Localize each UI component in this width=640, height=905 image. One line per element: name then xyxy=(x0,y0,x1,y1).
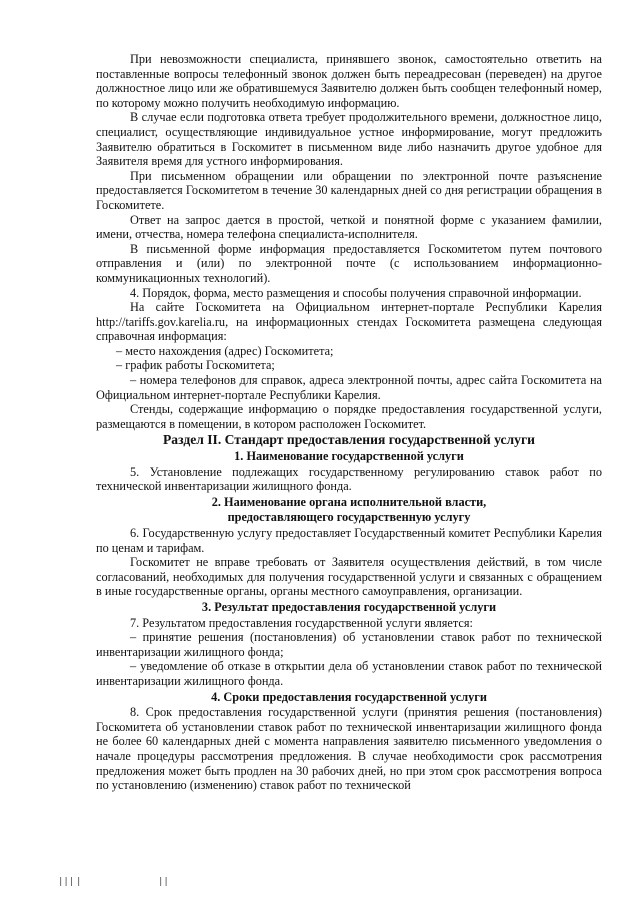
paragraph: Госкомитет не вправе требовать от Заявителя осуществления действий, в том числе согласований, необходимых для получения государственной услуги и связанных с обращением в иные государственные органы, органы местного самоуправления, организации. xyxy=(96,555,602,599)
paragraph: Ответ на запрос дается в простой, четкой и понятной форме с указанием фамилии, имени, отчества, номера телефона специалиста-исполнителя. xyxy=(96,212,602,242)
paragraph: При письменном обращении или обращении по электронной почте разъяснение предоставляется Госкомитетом в течение 30 календарных дней со дня регистрации обращения в Госкомитете. xyxy=(96,168,602,212)
list-item: – номера телефонов для справок, адреса электронной почты, адрес сайта Госкомитета на Официальном интернет-портале Республики Карелия. xyxy=(96,373,602,402)
paragraph: 7. Результатом предоставления государственной услуги является: xyxy=(130,615,473,630)
list-item: – уведомление об отказе в открытии дела об установлении ставок работ по технической инвентаризации жилищного фонда. xyxy=(96,659,602,688)
subsection-heading: 2. Наименование органа исполнительной власти, xyxy=(211,494,487,509)
subsection-heading: предоставляющего государственную услугу xyxy=(227,510,471,525)
list-item: – график работы Госкомитета; xyxy=(116,358,275,373)
subsection-heading: 1. Наименование государственной услуги xyxy=(234,449,464,464)
paragraph: На сайте Госкомитета на Официальном интернет-портале Республики Карелия http://tariffs.gov.karelia.ru, на информационных стендах Госкомитета размещена следующая справочная информация: xyxy=(96,300,602,344)
section-title: Раздел II. Стандарт предоставления государственной услуги xyxy=(163,432,535,448)
paragraph: В случае если подготовка ответа требует продолжительного времени, должностное лицо, специалист, осуществляющие индивидуальное устное информирование, могут предложить Заявителю обратиться в Госкомитет в письменном виде либо назначить другое удобное для Заявителя время для устного информирования. xyxy=(96,110,602,169)
scan-mark: ||| xyxy=(58,877,75,887)
list-item: – место нахождения (адрес) Госкомитета; xyxy=(116,343,334,358)
paragraph: 4. Порядок, форма, место размещения и способы получения справочной информации. xyxy=(130,285,582,300)
paragraph: Стенды, содержащие информацию о порядке предоставления государственной услуги, размещаются в помещении, в котором расположен Госкомитет. xyxy=(96,402,602,431)
subsection-heading: 4. Сроки предоставления государственной услуги xyxy=(211,689,487,704)
paragraph: 8. Срок предоставления государственной услуги (принятия решения (постановления) Госкомитета об установлении ставок работ по технической инвентаризации жилищного фонда не более 60 календарных дней с момента направления заявителю письменного уведомления о начале процедуры рассмотрения предложения. В случае необходимости срок рассмотрения предложения может быть продлен на 30 рабочих дней, но при этом срок рассмотрения вопроса по установлению (изменению) ставок работ по технической xyxy=(96,705,602,793)
paragraph: В письменной форме информация предоставляется Госкомитетом путем почтового отправления и (или) по электронной почте (с использованием информационно-коммуникационных технологий). xyxy=(96,241,602,285)
scan-mark: || xyxy=(158,877,169,887)
document-page xyxy=(96,52,602,793)
subsection-heading: 3. Результат предоставления государственной услуги xyxy=(201,599,497,614)
scan-mark: | xyxy=(76,877,82,887)
list-item: – принятие решения (постановления) об установлении ставок работ по технической инвентаризации жилищного фонда; xyxy=(96,630,602,659)
paragraph: 5. Установление подлежащих государственному регулированию ставок работ по технической инвентаризации жилищного фонда. xyxy=(96,464,602,494)
paragraph: При невозможности специалиста, принявшего звонок, самостоятельно ответить на поставленные вопросы телефонный звонок должен быть переадресован (переведен) на другое должностное лицо или же обратившемуся Заявителю должен быть сообщен телефонный номер, по которому можно получить необходимую информацию. xyxy=(96,52,602,110)
paragraph: 6. Государственную услугу предоставляет Государственный комитет Республики Карелия по ценам и тарифам. xyxy=(96,526,602,555)
